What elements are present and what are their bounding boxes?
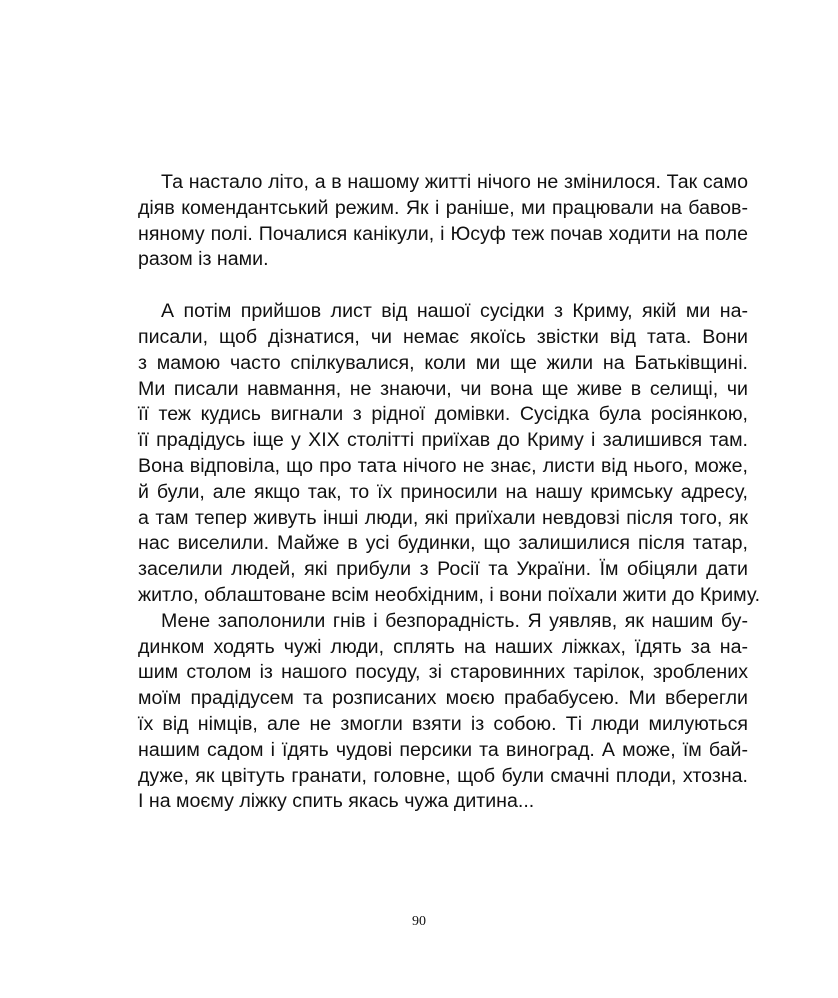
text-line: нас виселили. Майже в усі будинки, що залишилися після татар, — [138, 532, 748, 555]
text-line: житло, облаштоване всім необхідним, і вони поїхали жити до Криму. — [138, 583, 761, 606]
text-line: А потім прийшов лист від нашої сусідки з Криму, якій ми на- — [161, 300, 748, 323]
text-line: з мамою часто спілкувалися, коли ми ще жили на Батьківщині. — [138, 351, 748, 374]
body-text — [138, 170, 761, 815]
page-number: 90 — [412, 914, 426, 929]
text-line: заселили людей, які прибули з Росії та України. Їм обіцяли дати — [138, 558, 748, 581]
text-line: динком ходять чужі люди, сплять на наших ліжках, їдять за на- — [138, 635, 748, 658]
text-line: її теж кудись вигнали з рідної домівки. Сусідка була росіянкою, — [138, 403, 748, 426]
text-line: І на моєму ліжку спить якась чужа дитина... — [138, 790, 535, 813]
text-line: Та настало літо, а в нашому житті нічого не змінилося. Так само — [161, 171, 748, 193]
text-line: Мене заполонили гнів і безпорадність. Я уявляв, як нашим бу- — [161, 609, 748, 632]
text-line: Ми писали навмання, не знаючи, чи вона ще живе в селищі, чи — [138, 377, 748, 400]
paragraph-1 — [138, 170, 748, 273]
text-line: разом із нами. — [138, 248, 269, 271]
paragraph-gap — [138, 273, 748, 299]
paragraph-3 — [138, 609, 748, 815]
text-line: нашим садом і їдять чудові персики та виноград. А може, їм бай- — [138, 738, 748, 761]
text-line: писали, щоб дізнатися, чи немає якоїсь звістки від тата. Вони — [138, 325, 748, 348]
paragraph-2 — [138, 299, 761, 609]
text-line: моїм прадідусем та розписаних моєю прабабусею. Ми вберегли — [138, 687, 748, 710]
text-line: її прадідусь іще у ХІХ столітті приїхав до Криму і залишився там. — [138, 429, 748, 452]
text-line: дуже, як цвітуть гранати, головне, щоб були смачні плоди, хтозна. — [138, 764, 748, 787]
text-line: діяв комендантський режим. Як і раніше, ми працювали на бавов- — [138, 196, 748, 219]
text-line: їх від німців, але не змогли взяти із собою. Ті люди милуються — [138, 712, 748, 735]
text-line: Вона відповіла, що про тата нічого не знає, листи від нього, може, — [138, 454, 748, 477]
text-line: а там тепер живуть інші люди, які приїхали невдовзі після того, як — [138, 506, 748, 529]
text-line: няному полі. Почалися канікули, і Юсуф теж почав ходити на поле — [138, 222, 748, 245]
text-line: шим столом із нашого посуду, зі старовинних тарілок, зроблених — [138, 661, 748, 684]
text-line: й були, але якщо так, то їх приносили на нашу кримську адресу, — [138, 480, 748, 503]
